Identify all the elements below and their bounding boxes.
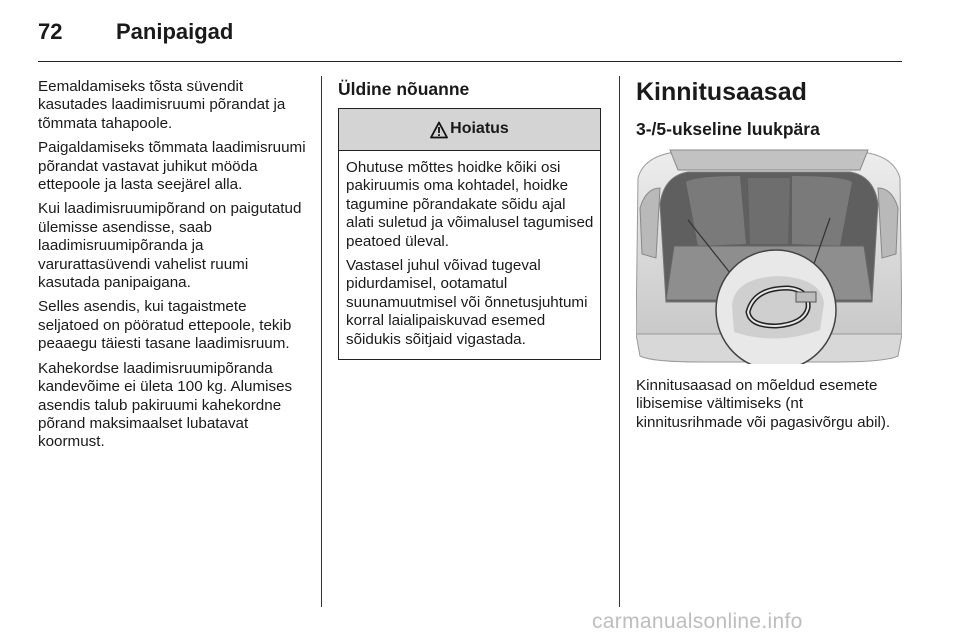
watermark: carmanualsonline.info xyxy=(592,610,803,633)
car-trunk-illustration xyxy=(636,148,902,364)
warning-box xyxy=(338,108,601,360)
paragraph: Paigaldamiseks tõmmata laadimisruumi põrandat vastavat juhikut mööda ettepoole ja lasta seejärel alla. xyxy=(38,139,306,194)
column-divider-2 xyxy=(619,76,620,607)
warning-paragraph: Vastasel juhul võivad tugeval pidurdamisel, ootamatul suunamuutmisel või õnnetusjuhtumi korral laialipaiskuvad esemed sõidukis sõitjaid vigastada. xyxy=(346,257,588,348)
section-title: Üldine nõuanne xyxy=(338,79,470,99)
column-divider-1 xyxy=(321,76,322,607)
column-1 xyxy=(38,78,308,458)
warning-triangle-icon xyxy=(430,121,448,139)
column-2 xyxy=(338,78,601,360)
column-3 xyxy=(636,78,902,438)
page-title: Panipaigad xyxy=(116,19,234,44)
warning-header xyxy=(339,109,600,151)
warning-paragraph: Ohutuse mõttes hoidke kõiki osi pakiruumis oma kohtadel, hoidke tagumine põrandakate sõidu ajal alati suletud ja võimalusel tagumised peatoed üleval. xyxy=(346,159,594,250)
section-title: Kinnitusaasad xyxy=(636,78,807,106)
paragraph: Kui laadimisruumipõrand on paigutatud ülemisse asendisse, saab laadimisruumipõranda ja varurattasüvendi vahelist ruumi kasutada panipaigana. xyxy=(38,200,302,292)
warning-title: Hoiatus xyxy=(450,120,509,138)
warning-body xyxy=(339,151,600,359)
header-rule xyxy=(38,61,902,62)
paragraph: Selles asendis, kui tagaistmete seljatoed on pööratud ettepoole, tekib peaaegu täiesti tasane laadimisruum. xyxy=(38,298,292,353)
page-number: 72 xyxy=(38,19,63,44)
paragraph: Eemaldamiseks tõsta süvendit kasutades laadimisruumi põrandat ja tõmmata tahapoole. xyxy=(38,78,286,132)
subsection-title: 3-/5-ukseline luukpära xyxy=(636,119,820,139)
paragraph: Kinnitusaasad on mõeldud esemete libisemise vältimiseks (nt kinnitusrihmade või pagasivõrgu abil). xyxy=(636,377,891,431)
paragraph: Kahekordse laadimisruumipõranda kandevõime ei ületa 100 kg. Alumises asendis talub pakiruumi kahekordne põrand maksimaalset lubatavat koormust. xyxy=(38,359,293,451)
